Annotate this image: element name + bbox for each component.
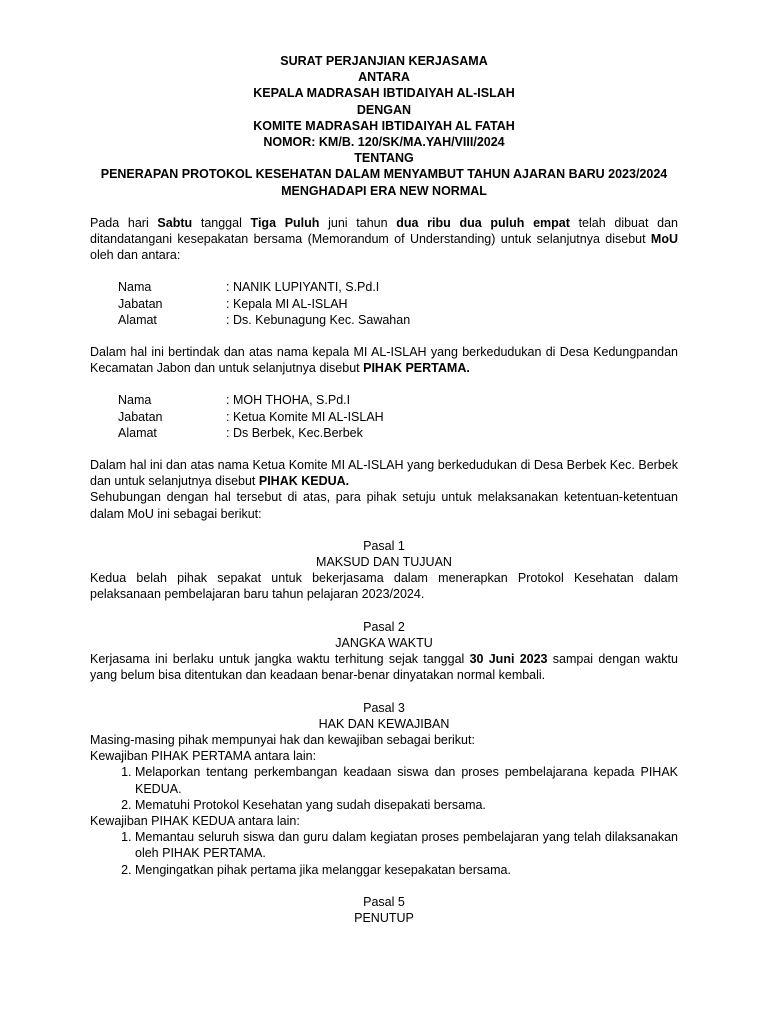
list-item: 2. Mematuhi Protokol Kesehatan yang sudah disepakati bersama.	[135, 797, 678, 813]
start-date: 30 Juni 2023	[469, 652, 548, 667]
value: : Kepala MI AL-ISLAH	[226, 296, 348, 311]
party-role: PIHAK KEDUA.	[258, 474, 350, 489]
date: Tiga Puluh	[250, 215, 320, 230]
text: oleh dan antara:	[90, 248, 181, 263]
text: Pada hari	[90, 215, 158, 230]
title-line-5: KOMITE MADRASAH IBTIDAIYAH AL FATAH	[253, 118, 515, 133]
day: Sabtu	[157, 215, 193, 230]
title-line-3: KEPALA MADRASAH IBTIDAIYAH AL-ISLAH	[253, 86, 515, 101]
list-item: 1. Memantau seluruh siswa dan guru dalam kegiatan proses pembelajaran yang telah dilaksanakan oleh PIHAK PERTAMA.	[135, 829, 678, 861]
pasal2-number: Pasal 2	[363, 619, 405, 634]
text: Kerjasama ini berlaku untuk jangka waktu terhitung sejak tanggal	[90, 652, 470, 667]
text: Dalam hal ini dan atas nama Ketua Komite MI AL-ISLAH yang berkedudukan di Desa Berbek Kec. Berbek dan untuk selanjutnya disebut	[90, 458, 678, 489]
pasal3-title: HAK DAN KEWAJIBAN	[318, 716, 450, 731]
label: Alamat	[118, 425, 157, 440]
pasal3-party2-heading: Kewajiban PIHAK KEDUA antara lain:	[90, 813, 300, 828]
label: Jabatan	[118, 409, 163, 424]
pasal2-text	[90, 651, 678, 683]
value: : Ketua Komite MI AL-ISLAH	[226, 409, 384, 424]
document-page	[90, 53, 678, 926]
label: Alamat	[118, 312, 157, 327]
party1-obligations-list	[90, 764, 678, 813]
opening-paragraph	[90, 215, 678, 264]
text: Dalam hal ini bertindak dan atas nama kepala MI AL-ISLAH yang berkedudukan di Desa Kedungpandan Kecamatan Jabon dan untuk selanjutnya disebut	[90, 345, 678, 376]
pasal1-number: Pasal 1	[363, 538, 405, 553]
pasal5-title: PENUTUP	[354, 910, 414, 925]
value: : Ds Berbek, Kec.Berbek	[226, 425, 363, 440]
text: telah dibuat dan ditandatangani kesepakatan bersama (Memorandum of Understanding) untuk selanjutnya disebut	[90, 215, 678, 247]
party-role: PIHAK PERTAMA.	[363, 361, 470, 376]
value: : NANIK LUPIYANTI, S.Pd.I	[226, 280, 380, 295]
title-line-2: ANTARA	[358, 70, 410, 85]
party1-identity	[118, 279, 678, 328]
mou-term: MoU	[650, 232, 678, 247]
party2-obligations-list	[90, 829, 678, 878]
text: juni tahun	[319, 215, 397, 230]
document-title	[90, 53, 678, 199]
pasal3-intro: Masing-masing pihak mempunyai hak dan kewajiban sebagai berikut:	[90, 732, 475, 747]
text: sampai dengan waktu yang belum bisa ditentukan dan keadaan benar-benar dinyatakan normal kembali.	[90, 652, 678, 683]
pasal3-party1-heading: Kewajiban PIHAK PERTAMA antara lain:	[90, 749, 317, 764]
connection-paragraph: Sehubungan dengan hal tersebut di atas, para pihak setuju untuk melaksanakan ketentuan-ketentuan dalam MoU ini sebagai berikut:	[90, 490, 678, 521]
pasal3-number: Pasal 3	[363, 700, 405, 715]
list-item: 2. Mengingatkan pihak pertama jika melanggar kesepakatan bersama.	[135, 862, 678, 878]
year: dua ribu dua puluh empat	[396, 215, 570, 230]
value: : MOH THOHA, S.Pd.I	[226, 393, 351, 408]
pasal5-number: Pasal 5	[363, 894, 405, 909]
value: : Ds. Kebunagung Kec. Sawahan	[226, 312, 411, 327]
party2-identity	[118, 392, 678, 441]
party2-description	[90, 457, 678, 489]
text: tanggal	[192, 215, 251, 230]
label: Nama	[118, 393, 152, 408]
pasal2-title: JANGKA WAKTU	[335, 635, 433, 650]
list-item: 1. Melaporkan tentang perkembangan keadaan siswa dan proses pembelajarana kepada PIHAK KEDUA.	[135, 764, 678, 796]
title-line-8: PENERAPAN PROTOKOL KESEHATAN DALAM MENYAMBUT TAHUN AJARAN BARU 2023/2024	[100, 167, 668, 182]
label: Jabatan	[118, 296, 163, 311]
title-line-1: SURAT PERJANJIAN KERJASAMA	[280, 54, 488, 68]
title-line-9: MENGHADAPI ERA NEW NORMAL	[281, 183, 487, 198]
title-line-6: NOMOR: KM/B. 120/SK/MA.YAH/VIII/2024	[263, 135, 505, 150]
title-line-7: TENTANG	[354, 151, 414, 166]
pasal1-text: Kedua belah pihak sepakat untuk bekerjasama dalam menerapkan Protokol Kesehatan dalam pelaksanaan pembelajaran baru tahun pelajaran 2023/2024.	[90, 571, 678, 602]
party1-description	[90, 344, 678, 376]
pasal1-title: MAKSUD DAN TUJUAN	[316, 555, 452, 570]
title-line-4: DENGAN	[356, 102, 412, 117]
label: Nama	[118, 280, 152, 295]
